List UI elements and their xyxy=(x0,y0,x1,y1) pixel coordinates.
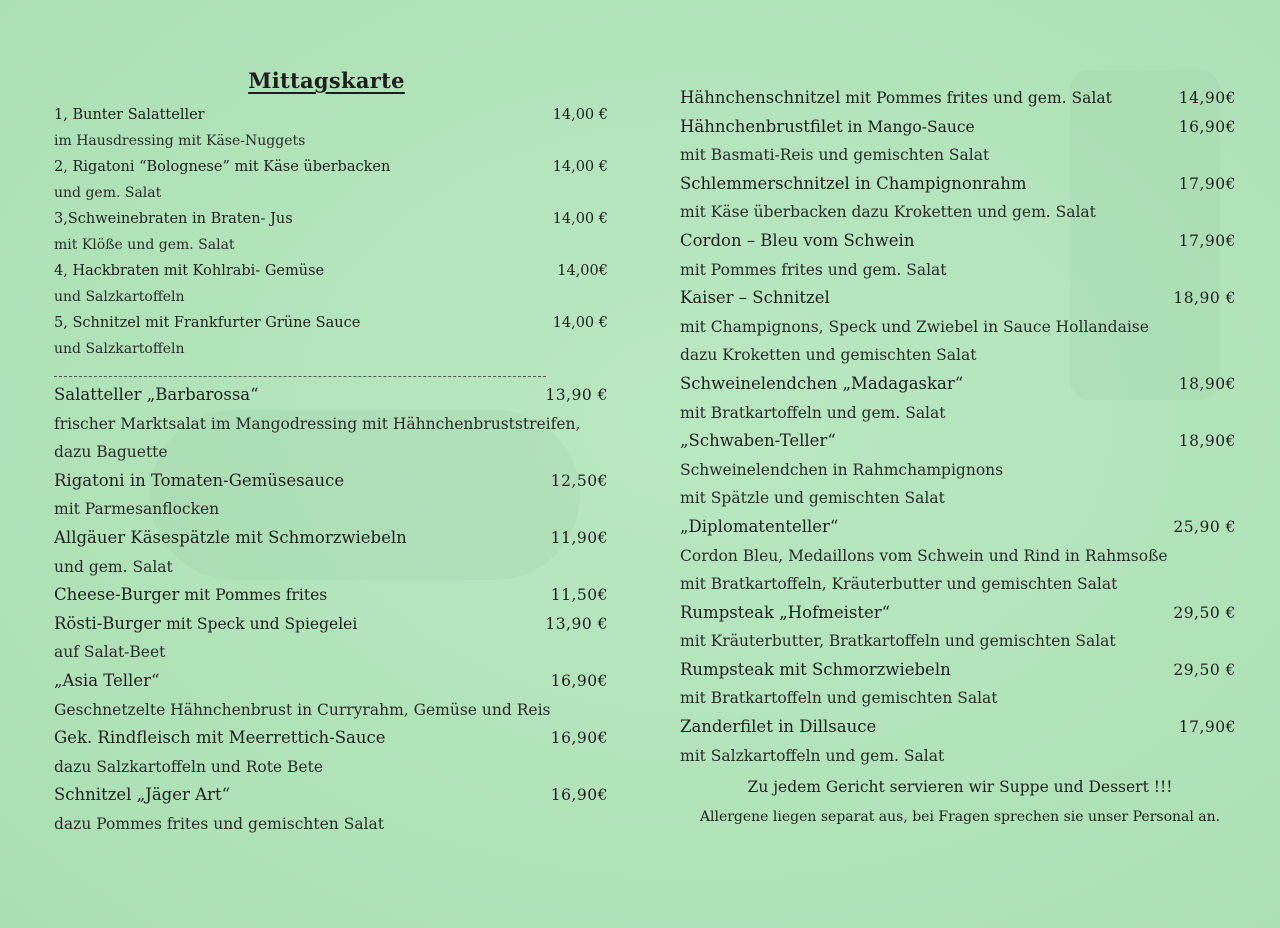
lunch-item-name: 3,Schweinebraten in Braten- Jus xyxy=(54,211,293,227)
menu-item-title: Salatteller „Barbarossa“ xyxy=(54,385,259,404)
menu-item-row xyxy=(680,84,1236,113)
menu-item-desc: dazu Baguette xyxy=(54,443,168,462)
menu-item-price: 17,90€ xyxy=(1178,718,1236,737)
lunch-item xyxy=(54,310,614,362)
menu-item-title: Rösti-Burger xyxy=(54,613,162,633)
menu-item-desc: dazu Kroketten und gemischten Salat xyxy=(680,346,977,365)
menu-item-row xyxy=(54,667,608,696)
menu-item-desc: und gem. Salat xyxy=(54,557,173,576)
menu-item xyxy=(680,227,1240,284)
menu-item xyxy=(54,724,614,781)
menu-item-name xyxy=(54,467,344,496)
menu-item-name xyxy=(54,610,357,639)
menu-item-price: 12,50€ xyxy=(550,471,608,490)
menu-item-price: 16,90€ xyxy=(550,729,608,748)
lunch-item-desc: und Salzkartoffeln xyxy=(54,341,185,357)
menu-item-row xyxy=(54,781,608,810)
lunch-item-desc: und gem. Salat xyxy=(54,185,162,201)
menu-item-name xyxy=(680,84,1112,113)
menu-item-row xyxy=(54,724,608,753)
menu-item-row xyxy=(54,581,608,610)
menu-item-name xyxy=(54,581,327,610)
menu-item xyxy=(680,599,1240,656)
menu-item-title: Rumpsteak mit Schmorzwiebeln xyxy=(680,659,951,679)
menu-item-row xyxy=(680,599,1236,628)
menu-item-name xyxy=(54,381,259,410)
menu-item-name xyxy=(680,427,836,456)
menu-item-price: 16,90€ xyxy=(550,786,608,805)
menu-item-name xyxy=(680,513,838,542)
menu-item-title: Schlemmerschnitzel in Champignonrahm xyxy=(680,173,1027,193)
menu-item-name xyxy=(54,724,385,753)
menu-item-name xyxy=(680,713,876,742)
menu-item-desc: mit Basmati-Reis und gemischten Salat xyxy=(680,146,990,165)
menu-item-row xyxy=(680,656,1236,685)
menu-item-name xyxy=(680,170,1026,199)
menu-item-desc: auf Salat-Beet xyxy=(54,643,166,662)
menu-item-desc: mit Kräuterbutter, Bratkartoffeln und gemischten Salat xyxy=(680,632,1116,651)
menu-item-extra: mit Pommes frites xyxy=(179,586,328,605)
menu-item-name xyxy=(680,656,951,685)
lunch-item xyxy=(54,102,614,154)
menu-item-title: Schweinelendchen „Madagaskar“ xyxy=(680,373,964,393)
menu-item-title: Cordon – Bleu vom Schwein xyxy=(680,230,915,250)
menu-item-price: 29,50 € xyxy=(1173,660,1236,679)
menu-item-extra: in Mango-Sauce xyxy=(842,117,975,136)
menu-item-title: Cheese-Burger xyxy=(54,585,180,605)
menu-item xyxy=(680,170,1240,227)
menu-item xyxy=(54,467,614,524)
menu-item-desc: dazu Salzkartoffeln und Rote Bete xyxy=(54,757,323,776)
menu-item-row xyxy=(54,467,608,496)
menu-item-name xyxy=(54,667,159,696)
menu-item-row xyxy=(680,513,1236,542)
menu-item-desc: mit Salzkartoffeln und gem. Salat xyxy=(680,746,945,765)
lunch-item xyxy=(54,206,614,258)
lunch-card-title: Mittagskarte xyxy=(248,68,405,93)
lunch-item xyxy=(54,154,614,206)
lunch-item-name: 1, Bunter Salatteller xyxy=(54,107,205,123)
menu-item-title: Rumpsteak „Hofmeister“ xyxy=(680,602,891,622)
left-column xyxy=(54,66,614,839)
menu-item-desc: mit Parmesanflocken xyxy=(54,500,220,519)
menu-item-row xyxy=(54,381,608,410)
menu-item-name xyxy=(680,284,830,313)
menu-item-row xyxy=(680,113,1236,142)
menu-item-extra: mit Pommes frites und gem. Salat xyxy=(840,89,1112,107)
menu-item-price: 13,90 € xyxy=(545,614,608,633)
menu-item-row xyxy=(54,524,608,553)
menu-item-desc: mit Champignons, Speck und Zwiebel in Sauce Hollandaise xyxy=(680,317,1149,336)
menu-item-price: 16,90€ xyxy=(550,671,608,690)
soup-dessert-note: Zu jedem Gericht servieren wir Suppe und Dessert !!! xyxy=(747,778,1173,797)
lunch-item-row xyxy=(54,154,608,180)
lunch-item-name: 5, Schnitzel mit Frankfurter Grüne Sauce xyxy=(54,315,361,331)
right-menu-list xyxy=(680,84,1240,770)
menu-item xyxy=(680,656,1240,713)
menu-item-row xyxy=(680,713,1236,742)
lunch-item-name: 4, Hackbraten mit Kohlrabi- Gemüse xyxy=(54,263,325,279)
menu-item xyxy=(680,427,1240,513)
menu-item-desc: mit Spätzle und gemischten Salat xyxy=(680,489,945,508)
menu-item-desc: mit Bratkartoffeln, Kräuterbutter und gemischten Salat xyxy=(680,575,1118,594)
menu-item xyxy=(54,781,614,838)
lunch-item-row xyxy=(54,102,608,128)
menu-item-desc: mit Pommes frites und gem. Salat xyxy=(680,260,947,279)
menu-item xyxy=(54,524,614,581)
menu-item-row xyxy=(680,370,1236,399)
lunch-item-row xyxy=(54,206,608,232)
menu-item-price: 25,90 € xyxy=(1173,517,1236,536)
lunch-item-desc: mit Klöße und gem. Salat xyxy=(54,237,235,253)
menu-item-name xyxy=(54,524,407,553)
menu-item xyxy=(680,84,1240,113)
menu-item-row xyxy=(680,284,1236,313)
lunch-item xyxy=(54,258,614,310)
menu-item-title: Schnitzel „Jäger Art“ xyxy=(54,785,231,805)
menu-item-title: Rigatoni in Tomaten-Gemüsesauce xyxy=(54,470,345,490)
menu-item xyxy=(54,667,614,724)
menu-item-price: 18,90 € xyxy=(1173,289,1236,308)
lunch-item-price: 14,00 € xyxy=(552,315,608,331)
menu-item xyxy=(54,381,614,467)
lunch-list xyxy=(54,102,614,362)
menu-item-title: Gek. Rindfleisch mit Meerrettich-Sauce xyxy=(54,728,386,748)
menu-item-name xyxy=(680,227,914,256)
menu-item xyxy=(54,581,614,610)
menu-item-title: Zanderfilet in Dillsauce xyxy=(680,717,877,737)
menu-item-row xyxy=(680,427,1236,456)
menu-item-name xyxy=(680,599,890,628)
section-divider xyxy=(54,376,546,377)
menu-item-desc: dazu Pommes frites und gemischten Salat xyxy=(54,814,384,833)
menu-item-price: 18,90€ xyxy=(1178,374,1236,393)
menu-item-desc: Geschnetzelte Hähnchenbrust in Curryrahm, Gemüse und Reis xyxy=(54,700,551,719)
footer-notes xyxy=(680,772,1240,832)
left-menu-list xyxy=(54,381,614,839)
menu-item xyxy=(680,284,1240,370)
menu-item-desc: mit Bratkartoffeln und gemischten Salat xyxy=(680,689,998,708)
menu-item-row xyxy=(680,170,1236,199)
menu-item-price: 13,90 € xyxy=(545,386,608,404)
menu-item-title: Hähnchenbrustfilet xyxy=(680,116,843,136)
menu-item xyxy=(54,610,614,667)
lunch-item-price: 14,00 € xyxy=(552,159,608,175)
menu-item-desc: mit Käse überbacken dazu Kroketten und gem. Salat xyxy=(680,203,1096,222)
menu-item-title: Kaiser – Schnitzel xyxy=(680,288,830,308)
menu-item xyxy=(680,113,1240,170)
menu-item-title: Hähnchenschnitzel xyxy=(680,88,841,107)
lunch-item-row xyxy=(54,258,608,284)
menu-item-desc: Cordon Bleu, Medaillons vom Schwein und Rind in Rahmsoße xyxy=(680,546,1168,565)
menu-item-price: 14,90€ xyxy=(1178,89,1236,107)
menu-item xyxy=(680,713,1240,770)
menu-item xyxy=(680,370,1240,427)
menu-item-name xyxy=(680,370,963,399)
lunch-item-name: 2, Rigatoni “Bolognese” mit Käse überbacken xyxy=(54,159,391,175)
menu-item-title: „Diplomatenteller“ xyxy=(680,516,839,536)
menu-item-price: 18,90€ xyxy=(1178,432,1236,451)
lunch-item-price: 14,00€ xyxy=(557,263,608,279)
menu-item-price: 16,90€ xyxy=(1178,117,1236,136)
lunch-item-price: 14,00 € xyxy=(552,211,608,227)
menu-item-price: 11,90€ xyxy=(550,528,608,547)
menu-item-name xyxy=(680,113,975,142)
right-column xyxy=(680,84,1240,832)
menu-item-desc: Schweinelendchen in Rahmchampignons xyxy=(680,460,1004,479)
menu-item-price: 29,50 € xyxy=(1173,603,1236,622)
lunch-item-row xyxy=(54,310,608,336)
allergen-note: Allergene liegen separat aus, bei Fragen sprechen sie unser Personal an. xyxy=(699,809,1221,826)
menu-item-extra: mit Speck und Spiegelei xyxy=(161,614,358,633)
menu-item-desc: frischer Marktsalat im Mangodressing mit Hähnchenbruststreifen, xyxy=(54,414,581,433)
lunch-item-desc: im Hausdressing mit Käse-Nuggets xyxy=(54,133,306,149)
menu-item-title: „Asia Teller“ xyxy=(54,670,160,690)
lunch-item-price: 14,00 € xyxy=(552,107,608,123)
menu-item-price: 11,50€ xyxy=(550,586,608,605)
menu-item-desc: mit Bratkartoffeln und gem. Salat xyxy=(680,403,946,422)
menu-item-title: Allgäuer Käsespätzle mit Schmorzwiebeln xyxy=(54,527,407,547)
menu-item-price: 17,90€ xyxy=(1178,231,1236,250)
menu-item-row xyxy=(680,227,1236,256)
menu-item-name xyxy=(54,781,230,810)
menu-item-row xyxy=(54,610,608,639)
menu-item-title: „Schwaben-Teller“ xyxy=(680,431,836,451)
menu-item xyxy=(680,513,1240,599)
menu-item-price: 17,90€ xyxy=(1178,174,1236,193)
lunch-item-desc: und Salzkartoffeln xyxy=(54,289,185,305)
